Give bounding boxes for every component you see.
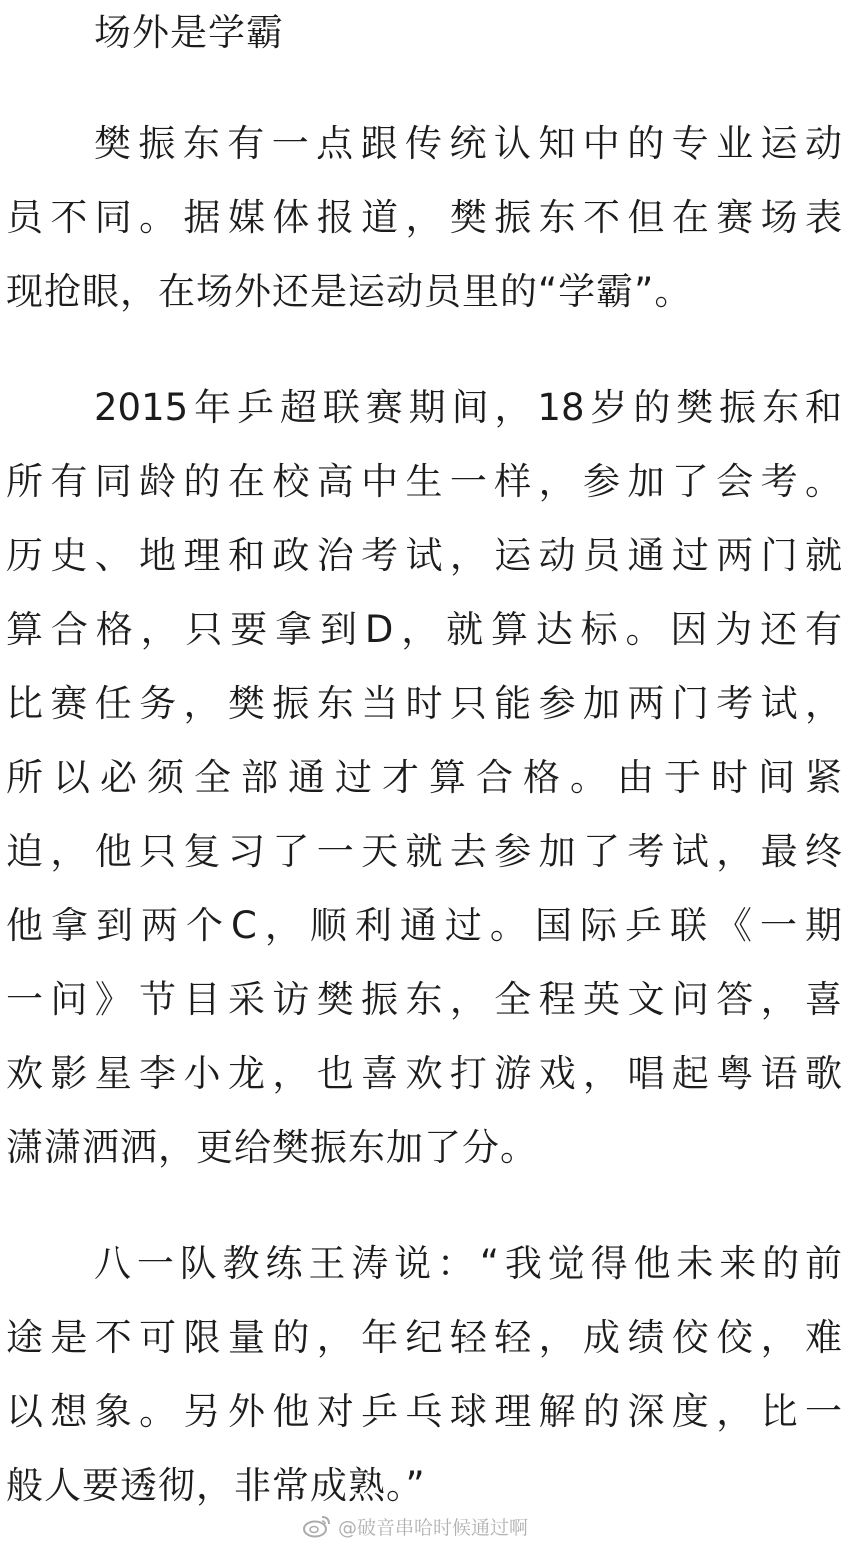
paragraph-1-line-2: 员不同。据媒体报道，樊振东不但在赛场表: [6, 196, 842, 239]
weibo-logo-icon: [302, 1514, 332, 1538]
paragraph-2-line-10: 欢影星李小龙，也喜欢打游戏，唱起粤语歌: [6, 1052, 842, 1095]
paragraph-2-line-3: 历史、地理和政治考试，运动员通过两门就: [6, 534, 842, 577]
paragraph-2-line-6: 所以必须全部通过才算合格。由于时间紧: [6, 756, 842, 799]
paragraph-1-line-3: 现抢眼，在场外还是运动员里的“学霸”。: [6, 270, 693, 313]
weibo-watermark: [302, 1513, 528, 1539]
paragraph-1-line-1: 樊振东有一点跟传统认知中的专业运动: [94, 122, 842, 165]
watermark-text: @破音串哈时候通过啊: [338, 1516, 529, 1539]
section-heading: 场外是学霸: [94, 11, 284, 54]
paragraph-2-line-1: 2015年乒超联赛期间，18岁的樊振东和: [94, 386, 842, 429]
paragraph-2-line-4: 算合格，只要拿到D，就算达标。因为还有: [6, 608, 842, 651]
paragraph-3-line-1: 八一队教练王涛说：“我觉得他未来的前: [94, 1242, 842, 1285]
paragraph-2-line-7: 迫，他只复习了一天就去参加了考试，最终: [6, 830, 842, 873]
paragraph-3-line-2: 途是不可限量的，年纪轻轻，成绩佼佼，难: [6, 1316, 842, 1359]
paragraph-2-line-2: 所有同龄的在校高中生一样，参加了会考。: [6, 460, 842, 503]
paragraph-2-line-9: 一问》节目采访樊振东，全程英文问答，喜: [6, 978, 842, 1021]
paragraph-3-line-4: 般人要透彻，非常成熟。”: [6, 1464, 426, 1507]
paragraph-2-line-5: 比赛任务，樊振东当时只能参加两门考试，: [6, 682, 842, 725]
paragraph-2-line-11: 潇潇洒洒，更给樊振东加了分。: [6, 1126, 538, 1169]
paragraph-2-line-8: 他拿到两个C，顺利通过。国际乒联《一期: [6, 904, 842, 947]
paragraph-3-line-3: 以想象。另外他对乒乓球理解的深度，比一: [6, 1390, 842, 1433]
